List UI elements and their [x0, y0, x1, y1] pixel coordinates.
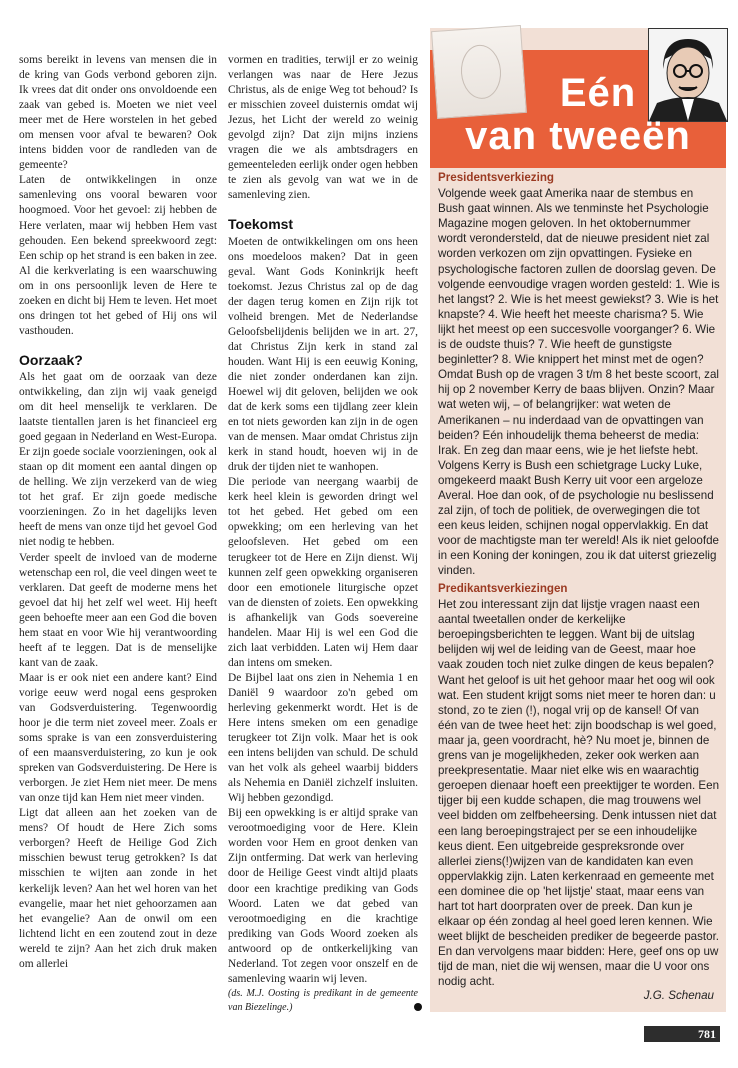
- title-line: van tweeën: [465, 114, 691, 158]
- paragraph: Het zou interessant zijn dat lijstje vragen naast een aantal tweetallen onder de kerkelijke beroepingsberichten te leggen. Want bij de uitslag belijden wij wel de leiding van de Geest, maar hoe vaak zouden toch niet zulke dingen de keus bepalen? Want het geloof is uit het gehoor maar het oog wil ook wat. Een student krijgt soms niet meer te horen dan: u stond, zo te zien (!), nogal vrij op de kansel! Of van één van de twee heet het: zijn boodschap is wel goed, maar ja, geen voordracht, hè? Nu moet je, binnen de grens van je mogelijkheden, zeker ook werken aan preekpresentatie. Maar niet elke wis en waarachtig geroepen dienaar hoeft een preektijger te worden. Een tijger bij een kudde schapen, die mag trouwens wel veel bidden om zelfbeheersing. Denk intussen niet dat een lang beroepingstraject per se een inhoudelijke keus dient. Een uitgebreide gespreksronde over allerlei ziens(!)wijzen van de kandidaten kan even oppervlakkig zijn. Laten kerkenraad en gemeente met een dominee die op 'het lijstje' staat, maar eens van hart tot hart doorpraten over de preek. Dan kun je elkaar op één zondag al heel goed leren kennen. Wie weet blijkt de bescheiden prediker de begeerde pastor. En dan vervolgens maar bidden: Here, geef ons op uw tijd de man, niet die wij wensen, maar die U voor ons nodig acht.: [438, 598, 720, 989]
- end-bullet-icon: [414, 1003, 422, 1011]
- page-number: 781: [698, 1027, 716, 1041]
- paragraph: De Bijbel laat ons zien in Nehemia 1 en Daniël 9 waardoor zo'n gebed om herleving gekenmerkt wordt. Het is de Here intens smeken om een genadige terugkeer tot Zijn volk. Maar het is ook een intens belijden van schuld. De schuld van het volk als geheel waarbij bidders als Nehemia en Daniël zichzelf insluiten. Wij hebben gezondigd.: [228, 671, 418, 805]
- article-column-middle: [228, 53, 418, 1015]
- box-header: [430, 28, 726, 168]
- signature: J.G. Schenau: [643, 989, 714, 1003]
- section-heading-presidentsverkiezing: Presidentsverkiezing: [438, 171, 554, 184]
- paragraph: Als het gaat om de oorzaak van deze ontwikkeling, dan zijn wij vaak geneigd om dit heel menselijk te verklaren. De laatste tientallen jaren is het financieel erg goed gegaan in Nederland en West-Europa. Er zijn goede sociale voorzieningen, ook al staan op dit moment een aantal dingen op de helling. We zijn verzekerd van de wieg tot het graf. Er zijn goede medische voorzieningen. Zo in het dagelijks leven heeft de mens van onze tijd het gevoel God niet nodig te hebben.: [19, 370, 217, 549]
- paragraph: Die periode van neergang waarbij de kerk heel klein is geworden dringt wel tot het gebed. Het gebed om een opwekking; om een herleving van het geloofsleven. Het gebed om een terugkeer tot de Here en Zijn dienst. Wij kunnen zelf geen opwekking organiseren door een emotionele liturgische opzet van de diensten of zoiets. Een opwekking is afhankelijk van Gods soevereine handelen. Maar Hij is wel een God die zich laat verbidden. Laten wij Hem daar dan intens om smeken.: [228, 476, 418, 669]
- box-section: [438, 170, 720, 579]
- paragraph: Bij een opwekking is er altijd sprake van verootmoediging voor de Here. Klein worden voor Hem en groot denken van Zijn ontferming. Dat werk van herleving door de Heilige Geest vindt altijd plaats door een krachtige prediking van Gods Woord. Laten we dat gebed van verootmoediging en die krachtige prediking van Gods Woord zoeken als antwoord op de ontkerkelijking van Nederland. Tot zegen voor onszelf en de samenleving waarin wij leven.: [228, 807, 418, 985]
- author-credit: (ds. M.J. Oosting is predikant in de gemeente van Biezelinge.): [228, 987, 418, 1013]
- section-heading-predikantsverkiezingen: Predikantsverkiezingen: [438, 582, 568, 595]
- paragraph: Ligt dat alleen aan het zoeken van de mens? Of houdt de Here Zich soms verborgen? Heeft de Heilige God Zich misschien bewust terug getrokken? Is dat misschien te wijten aan zonde in het kerkelijk leven? Aan het wel horen van het evangelie, maar het niet gehoorzamen aan het evangelie? Aan de onwil om een lichtend licht en een zoutend zout in deze wereld te zijn? Aan het zich druk maken om allerlei: [19, 807, 217, 970]
- paragraph: Maar is er ook niet een andere kant? Eind vorige eeuw werd nogal eens gesproken van Godsverduistering. Tegenwoordig hoor je die term niet zoveel meer. Zoals er soms sprake is van een zonsverduistering of een maansverduistering, zo kun je ook spreken van Godsverduistering. De Here is verborgen. Je ziet Hem niet meer. De mens van onze tijd kan Hem niet meer vinden.: [19, 671, 217, 805]
- paragraph: Verder speelt de invloed van de moderne wetenschap een rol, die veel dingen weet te verklaren. Dat geeft de moderne mens het gevoel dat hij het zelf wel weet. Hij heeft geen behoefte meer aan een God die boven hem staat en voor Wie hij verantwoording heeft af te leggen. Dat is de menselijke kant van de zaak.: [19, 551, 217, 669]
- page-number-bar: [644, 1026, 720, 1042]
- section-heading-oorzaak: Oorzaak?: [19, 351, 83, 368]
- paragraph: Volgende week gaat Amerika naar de stembus en Bush gaat winnen. Als we tenminste het Psychologie Magazine mogen geloven. In het oktobernummer wordt verondersteld, dat de nieuwe president niet zal worden verkozen om zijn opvattingen. Fysieke en psychologische factoren zullen de doorslag geven. De volgende eenvoudige vragen worden gesteld: 1. Wie is het langst? 2. Wie is het meest gewiekst? 3. Wie is het knapste? 4. Wie heeft het meeste charisma? 5. Wie lijkt het meest op een succesvolle voorganger? 6. Wie is de oudste thuis? 7. Wie heeft de gunstigste beginletter? 8. Wie knippert het minst met de ogen? Omdat Bush op de vragen 3 t/m 8 het beste scoort, zal hij op 2 november Kerry de baas blijven. Onzin? Maar wat weten wij, – of belangrijker: wat weten de Amerikanen – nu inderdaad van de opvattingen van beiden? Eén inhoudelijk thema beheerst de media: Irak. En zeg dan maar eens, wie je het liefste hebt. Volgens Kerry is Bush een schietgrage Lucky Luke, omgekeerd maakt Bush Kerry uit voor een argeloze Averal. Hoe dan ook, of de psychologie nu beslissend zal zijn, of toch de politiek, de overwegingen die tot een keus leiden, schijnen nogal oppervlakkig. En dat voor de machtigste man ter wereld! Als ik niet geloofde in een Koning der koningen, zou ik dat uiterst griezelig vinden.: [438, 187, 720, 578]
- box-title: [430, 72, 726, 158]
- paragraph: Laten de ontwikkelingen in onze samenleving ons vooral bewaren voor hoogmoed. Voor het gevoel: zij hebben de Here verlaten, maar wij hebben Hem vast gehouden. Een bekend spreekwoord zegt: Een schip op het strand is een baken in zee. Al die kerkverlating is een waarschuwing om in ons persoonlijk leven de Here te zoeken en dicht bij Hem te leven. Het moet ons dringen tot het gebed of Hij ons wil vasthouden.: [19, 174, 218, 337]
- paragraph: soms bereikt in levens van mensen die in de kring van Gods verbond geboren zijn. Ik vrees dat dit onder ons onvoldoende een zaak van gebed is. Moeten we niet veel meer met de Here worstelen in het gebed om mensen voor afval te bewaren? Ook intens bidden voor de randleden van de gemeente?: [19, 54, 217, 172]
- article-column-left: [19, 53, 217, 972]
- column-box: [430, 28, 726, 1012]
- paragraph: vormen en tradities, terwijl er zo weinig verlangen was naar de Here Jezus Christus, als de enige Weg tot behoud? Is er misschien zoveel duisternis omdat wij Jezus, het Licht der wereld zo weinig gevolgd zijn? Dat zijn mijns inziens vragen die we als ambtsdragers en gemeenteleden eerlijk onder ogen hebben te zien als gevolg van wat we in de samenleving zien.: [228, 54, 418, 202]
- title-line: Eén: [559, 71, 637, 115]
- section-heading-toekomst: Toekomst: [228, 216, 294, 233]
- box-section: [438, 581, 720, 1004]
- paragraph: Moeten de ontwikkelingen om ons heen ons moedeloos maken? Dat in geen geval. Want Gods Koninkrijk heeft toekomst. Jezus Christus zal op de dag der dagen terug komen en Zijn rijk tot volheid brengen. Met de Nederlandse Geloofsbelijdenis belijden we in art. 27, dat Christus Zijn kerk in stand zal houden. Want Hij is een eeuwig Koning, die niet zonder onderdanen kan zijn. Hoewel wij dit geloven, belijden we ook dat de kerk soms een tijdlang zeer klein en tot niets geworden kan zijn in de ogen van de mensen. Maar omdat Christus zijn kerk in stand houdt, hoeven wij in de druk der tijden niet te wanhopen.: [228, 235, 418, 474]
